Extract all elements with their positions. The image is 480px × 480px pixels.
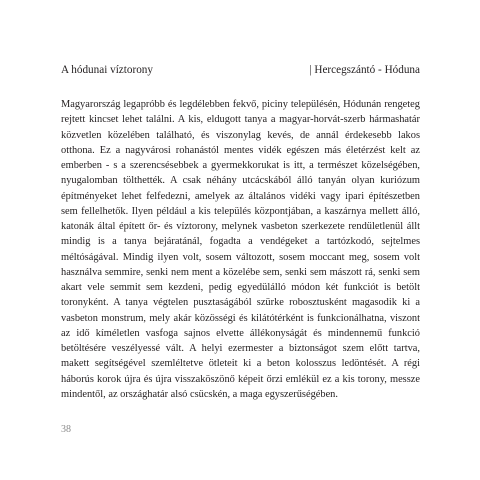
body-paragraph: Magyarország legapróbb és legdélebben fekvő, piciny településén, Hódunán rengeteg rejtett kincset lehet találni. A kis, eldugott tanya a magyar-horvát-szerb hármashatár közvetlen közelében található, és viszonylag kevés, de annál érdekesebb lakos otthona. Ez a nagyvárosi rohanástól mentes vidék egészen más életérzést kelt az emberben - s a szerencsésebbek a gyermekkorukat is itt, a természet közelségében, nyugalomban tölthették. A csak néhány utcácskából álló tanyán olyan kuriózum építményeket lehet felfedezni, amelyek az általános vidéki vagy ipari építészetben sem fellelhetők. Ilyen például a kis település központjában, a kaszárnya mellett álló, katonák által épített őr- és víztorony, melynek vasbeton szerkezete rendületlenül állt mindig is a tanya bejáratánál, fogadta a vendégeket a tartózkodó, sejtelmes méltóságával. Mindig ilyen volt, sosem változott, sosem moccant meg, sosem volt használva semmire, senki nem ment a közelébe sem, senki sem mászott rá, senki sem akart vele semmit sem kezdeni, pedig egyedülálló módon két funkciót is betölt toronyként. A tanya végtelen pusztaságából szürke robosztusként magasodik ki a vasbeton monstrum, mely akár közösségi és kilátótérként is funkcionálhatna, viszont az idő kíméletlen vasfoga sajnos elvette állékonyságát és mindennemű funkció betöltésére veszélyessé vált. A helyi ezermester a biztonságot szem előtt tartva, makett segítségével szemléltetve ötleteit ki a beton kolosszus ledöntését. A régi háborús korok újra és újra visszaköszönő képeit őrzi emlékül ez a kis torony, messze mindentől, az országhatár alsó csücskén, a maga egyszerűségében. (61, 99, 420, 400)
header-section-title: | Hercegszántó - Hóduna (309, 64, 420, 76)
page-number: 38 (61, 424, 71, 435)
running-header (61, 62, 420, 78)
header-chapter-title: A hódunai víztorony (61, 64, 153, 76)
